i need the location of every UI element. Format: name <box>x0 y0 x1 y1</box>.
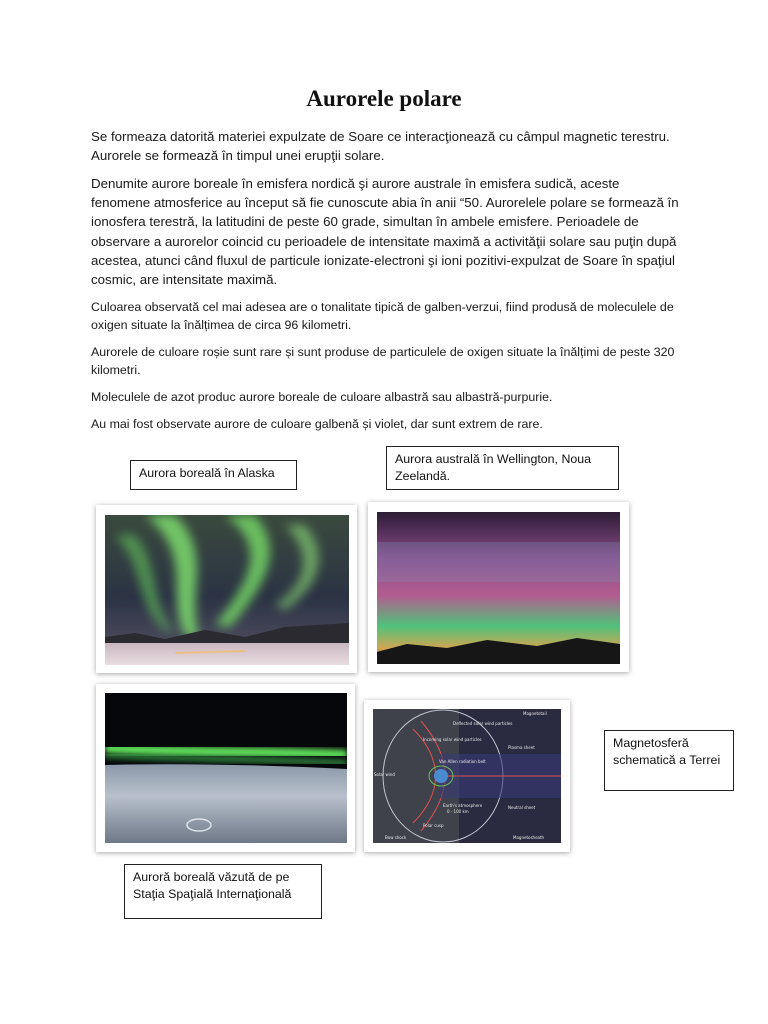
photo-frame-alaska <box>96 505 357 673</box>
label-polar-cusp: Polar cusp <box>423 823 444 828</box>
label-bow-shock: Bow shock <box>385 835 407 840</box>
paragraph-rare: Au mai fost observate aurore de culoare galbenă și violet, dar sunt extrem de rare. <box>91 417 543 431</box>
caption-magnetosphere: Magnetosferă schematică a Terrei <box>604 730 734 791</box>
label-plasma-sheet: Plasma sheet <box>508 745 535 750</box>
caption-wellington: Aurora australă în Wellington, Noua Zeelandă. <box>386 446 619 490</box>
label-solar-wind: Solar wind <box>374 772 395 777</box>
page-title: Aurorele polare <box>306 86 462 111</box>
magnetosphere-diagram <box>373 709 561 843</box>
paragraph-red: Aurorele de culoare roșie sunt rare și sunt produse de particulele de oxigen situate la înălțimi de peste 320 kilometri. <box>91 345 675 377</box>
label-magnetotail: Magnetotail <box>523 711 547 716</box>
caption-alaska: Aurora boreală în Alaska <box>130 460 297 490</box>
caption-iss: Auroră boreală văzută de pe Staţia Spaţială Internaţională <box>124 864 322 919</box>
photo-iss-aurora <box>105 693 347 843</box>
photo-alaska-aurora <box>105 515 349 665</box>
paragraph-names: Denumite aurore boreale în emisfera nordică şi aurore australe în emisfera sudică, aceste fenomene atmosferice au început să fie cunoscute abia în anii “50. Aurorelele polare se formează în ionosfera terestră, la latitudini de peste 60 grade, simultan în ambele emisfere. Perioadele de observare a aurorelor coincid cu perioadele de intensitate maximă a activităţii solare sau puţin după acestea, atunci când fluxul de particule ionizate-electroni şi ioni pozitivi-expulzat de Soare în spaţiul cosmic, are intensitate maximă. <box>91 176 679 288</box>
paragraph-intro: Se formeaza datorită materiei expulzate de Soare ce interacţionează cu câmpul magnetic terestru. Aurorele se formează în timpul unei erupţii solare. <box>91 129 670 163</box>
photo-frame-magnetosphere <box>364 700 570 852</box>
paragraph-nitrogen: Moleculele de azot produc aurore boreale de culoare albastră sau albastră-purpurie. <box>91 390 553 404</box>
label-incoming: Incoming solar wind particles <box>423 737 482 742</box>
label-neutral-sheet: Neutral sheet <box>508 805 536 810</box>
photo-frame-wellington <box>368 502 629 672</box>
label-earth-atm: Earth's atmosphere <box>443 803 483 808</box>
photo-wellington-aurora <box>377 512 620 664</box>
label-magnetosheath: Magnetosheath <box>513 835 545 840</box>
label-van-allen: Van Allen radiation belt <box>439 759 486 764</box>
photo-frame-iss <box>96 684 355 852</box>
label-earth-atm-range: 0 - 100 km <box>447 809 469 814</box>
paragraph-green: Culoarea observată cel mai adesea are o tonalitate tipică de galben-verzui, fiind produsă de moleculele de oxigen situate la înălțimea de circa 96 kilometri. <box>91 300 674 332</box>
label-deflected: Deflected solar wind particles <box>453 721 513 726</box>
